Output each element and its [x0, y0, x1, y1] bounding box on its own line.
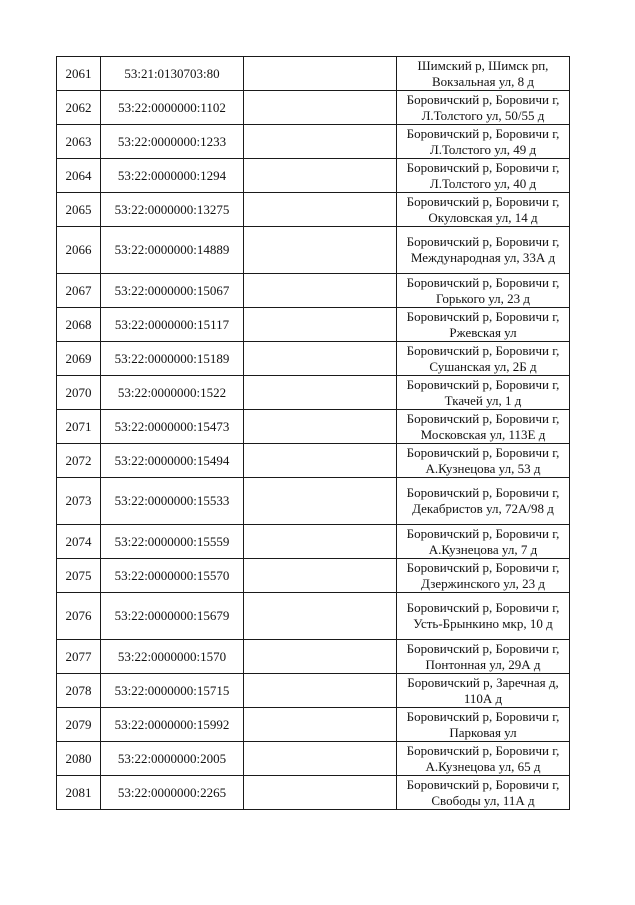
address-line: Боровичский р, Боровичи г,	[406, 559, 560, 575]
cadastral-number-cell: 53:21:0130703:80	[101, 57, 244, 91]
row-number-cell: 2073	[57, 478, 101, 525]
address-line: Шимский р, Шимск рп,	[417, 57, 549, 73]
address-line: Л.Толстого ул, 40 д	[429, 175, 537, 191]
address-line: Вокзальная ул, 8 д	[432, 73, 534, 89]
empty-cell	[244, 559, 397, 593]
empty-cell	[244, 274, 397, 308]
address-cell	[397, 91, 570, 125]
address-cell	[397, 57, 570, 91]
cadastral-number-cell: 53:22:0000000:2265	[101, 776, 244, 810]
address-line: Боровичский р, Боровичи г,	[406, 308, 560, 324]
address-line: Усть-Брынкино мкр, 10 д	[413, 616, 553, 631]
property-table	[56, 56, 570, 810]
cadastral-number-cell: 53:22:0000000:15533	[101, 478, 244, 525]
table-row	[57, 274, 570, 308]
empty-cell	[244, 227, 397, 274]
cadastral-number-cell: 53:22:0000000:1233	[101, 125, 244, 159]
row-number-cell: 2080	[57, 742, 101, 776]
cadastral-number-cell: 53:22:0000000:14889	[101, 227, 244, 274]
address-line: Московская ул, 113Е д	[420, 426, 546, 442]
address-line: А.Кузнецова ул, 65 д	[425, 758, 541, 774]
table-row	[57, 227, 570, 274]
table-row	[57, 559, 570, 593]
address-cell	[397, 227, 570, 274]
table-row	[57, 125, 570, 159]
empty-cell	[244, 410, 397, 444]
cadastral-number-cell: 53:22:0000000:15117	[101, 308, 244, 342]
table-row	[57, 674, 570, 708]
address-line: Боровичский р, Боровичи г,	[406, 485, 560, 500]
address-cell	[397, 410, 570, 444]
row-number-cell: 2077	[57, 640, 101, 674]
address-line: Международная ул, 33А д	[410, 250, 556, 265]
address-cell	[397, 559, 570, 593]
address-line: Сушанская ул, 2Б д	[429, 358, 537, 374]
address-line: Л.Толстого ул, 49 д	[429, 141, 537, 157]
table-row	[57, 525, 570, 559]
cadastral-number-cell: 53:22:0000000:1102	[101, 91, 244, 125]
address-cell	[397, 342, 570, 376]
address-line: Боровичский р, Заречная д,	[407, 674, 559, 690]
address-cell	[397, 193, 570, 227]
row-number-cell: 2071	[57, 410, 101, 444]
address-cell	[397, 274, 570, 308]
table-row	[57, 308, 570, 342]
address-line: Боровичский р, Боровичи г,	[406, 234, 560, 249]
row-number-cell: 2069	[57, 342, 101, 376]
table-row	[57, 444, 570, 478]
row-number-cell: 2072	[57, 444, 101, 478]
cadastral-number-cell: 53:22:0000000:1570	[101, 640, 244, 674]
table-row	[57, 776, 570, 810]
address-line: Л.Толстого ул, 50/55 д	[421, 107, 545, 123]
table-row	[57, 593, 570, 640]
address-line: Ткачей ул, 1 д	[444, 392, 522, 408]
address-line: Боровичский р, Боровичи г,	[406, 708, 560, 724]
address-cell	[397, 478, 570, 525]
address-line: Боровичский р, Боровичи г,	[406, 159, 560, 175]
empty-cell	[244, 525, 397, 559]
address-cell	[397, 640, 570, 674]
address-cell	[397, 742, 570, 776]
empty-cell	[244, 593, 397, 640]
address-cell	[397, 444, 570, 478]
empty-cell	[244, 742, 397, 776]
table-row	[57, 640, 570, 674]
table-row	[57, 708, 570, 742]
cadastral-number-cell: 53:22:0000000:15992	[101, 708, 244, 742]
address-line: Боровичский р, Боровичи г,	[406, 776, 560, 792]
row-number-cell: 2074	[57, 525, 101, 559]
cadastral-number-cell: 53:22:0000000:15559	[101, 525, 244, 559]
empty-cell	[244, 674, 397, 708]
address-cell	[397, 308, 570, 342]
address-cell	[397, 525, 570, 559]
address-line: Боровичский р, Боровичи г,	[406, 376, 560, 392]
row-number-cell: 2063	[57, 125, 101, 159]
row-number-cell: 2065	[57, 193, 101, 227]
address-line: Боровичский р, Боровичи г,	[406, 600, 560, 615]
row-number-cell: 2062	[57, 91, 101, 125]
cadastral-number-cell: 53:22:0000000:1522	[101, 376, 244, 410]
address-line: Боровичский р, Боровичи г,	[406, 444, 560, 460]
address-line: Боровичский р, Боровичи г,	[406, 125, 560, 141]
cadastral-number-cell: 53:22:0000000:15067	[101, 274, 244, 308]
address-line: Дзержинского ул, 23 д	[421, 575, 545, 591]
row-number-cell: 2070	[57, 376, 101, 410]
address-line: А.Кузнецова ул, 53 д	[425, 460, 541, 476]
address-line: Парковая ул	[449, 724, 517, 740]
cadastral-number-cell: 53:22:0000000:13275	[101, 193, 244, 227]
empty-cell	[244, 193, 397, 227]
address-line: Окуловская ул, 14 д	[428, 209, 538, 225]
table-row	[57, 478, 570, 525]
row-number-cell: 2079	[57, 708, 101, 742]
empty-cell	[244, 308, 397, 342]
address-line: Боровичский р, Боровичи г,	[406, 193, 560, 209]
row-number-cell: 2064	[57, 159, 101, 193]
address-line: Декабристов ул, 72А/98 д	[412, 501, 554, 516]
cadastral-number-cell: 53:22:0000000:15494	[101, 444, 244, 478]
address-line: Понтонная ул, 29А д	[425, 656, 541, 672]
empty-cell	[244, 478, 397, 525]
cadastral-number-cell: 53:22:0000000:15570	[101, 559, 244, 593]
empty-cell	[244, 708, 397, 742]
table-row	[57, 91, 570, 125]
empty-cell	[244, 444, 397, 478]
table-row	[57, 57, 570, 91]
row-number-cell: 2075	[57, 559, 101, 593]
address-line: Боровичский р, Боровичи г,	[406, 410, 560, 426]
table-row	[57, 159, 570, 193]
empty-cell	[244, 57, 397, 91]
address-line: Боровичский р, Боровичи г,	[406, 742, 560, 758]
address-cell	[397, 376, 570, 410]
row-number-cell: 2067	[57, 274, 101, 308]
address-line: 110А д	[463, 690, 503, 706]
address-cell	[397, 159, 570, 193]
table-row	[57, 376, 570, 410]
table-row	[57, 342, 570, 376]
empty-cell	[244, 342, 397, 376]
empty-cell	[244, 125, 397, 159]
cadastral-number-cell: 53:22:0000000:15679	[101, 593, 244, 640]
address-line: Ржевская ул	[449, 324, 517, 340]
address-line: А.Кузнецова ул, 7 д	[428, 541, 538, 557]
row-number-cell: 2076	[57, 593, 101, 640]
address-line: Боровичский р, Боровичи г,	[406, 640, 560, 656]
empty-cell	[244, 776, 397, 810]
address-cell	[397, 674, 570, 708]
address-cell	[397, 776, 570, 810]
address-line: Боровичский р, Боровичи г,	[406, 91, 560, 107]
table-row	[57, 742, 570, 776]
empty-cell	[244, 376, 397, 410]
table-row	[57, 410, 570, 444]
table-row	[57, 193, 570, 227]
cadastral-number-cell: 53:22:0000000:2005	[101, 742, 244, 776]
empty-cell	[244, 159, 397, 193]
row-number-cell: 2068	[57, 308, 101, 342]
address-cell	[397, 125, 570, 159]
address-cell	[397, 593, 570, 640]
property-table-body	[57, 57, 570, 810]
address-line: Свободы ул, 11А д	[431, 792, 535, 808]
address-line: Боровичский р, Боровичи г,	[406, 342, 560, 358]
address-line: Боровичский р, Боровичи г,	[406, 525, 560, 541]
cadastral-number-cell: 53:22:0000000:1294	[101, 159, 244, 193]
address-cell	[397, 708, 570, 742]
address-line: Боровичский р, Боровичи г,	[406, 274, 560, 290]
cadastral-number-cell: 53:22:0000000:15473	[101, 410, 244, 444]
row-number-cell: 2078	[57, 674, 101, 708]
empty-cell	[244, 91, 397, 125]
row-number-cell: 2061	[57, 57, 101, 91]
row-number-cell: 2081	[57, 776, 101, 810]
row-number-cell: 2066	[57, 227, 101, 274]
cadastral-number-cell: 53:22:0000000:15189	[101, 342, 244, 376]
cadastral-number-cell: 53:22:0000000:15715	[101, 674, 244, 708]
address-line: Горького ул, 23 д	[436, 290, 530, 306]
empty-cell	[244, 640, 397, 674]
